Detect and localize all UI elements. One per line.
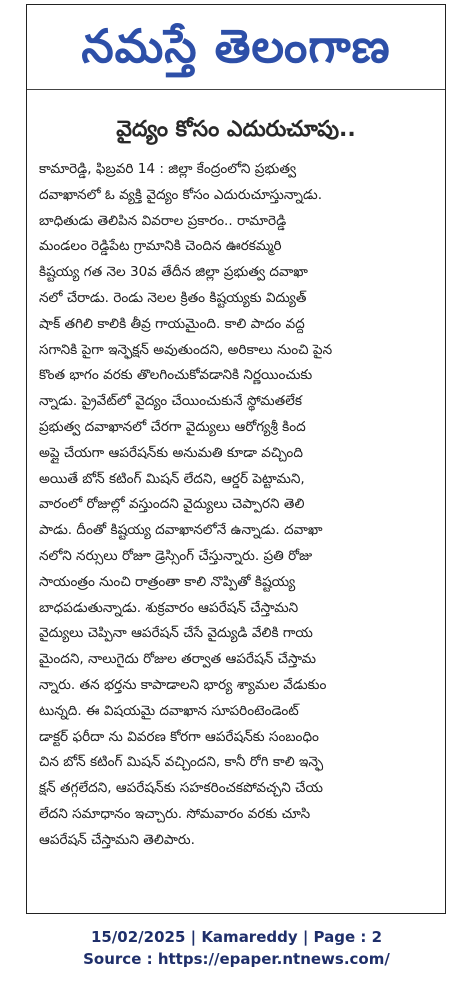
article-line: న్నాడు. ప్రైవేట్‌లో వైద్యం చేయించుకునే స్థోమతలేక: [39, 393, 302, 410]
source-credit: Source : https://epaper.ntnews.com/: [83, 950, 390, 968]
article-line: టున్నది. ఈ విషయమై దవాఖాన సూపరింటెండెంట్: [39, 702, 299, 719]
page-dateline: 15/02/2025 | Kamareddy | Page : 2: [90, 928, 383, 946]
article-line: నలోని నర్సులు రోజూ డ్రెస్సింగ్ చేస్తున్నారు. ప్రతి రోజు: [39, 547, 313, 564]
article-line: సాయంత్రం నుంచి రాత్రంతా కాలి నొప్పితో కిష్టయ్య: [39, 573, 296, 590]
article-line: ప్రభుత్వ దవాఖానలో చేరగా వైద్యులు ఆరోగ్యశ్రీ కింద: [39, 418, 306, 435]
article-line: న్నారు. తన భర్తను కాపాడాలని భార్య శ్యామల వేడుకుం: [39, 676, 327, 693]
article-line: మైందని, నాలుగైదు రోజుల తర్వాత ఆపరేషన్ చేస్తామ: [39, 651, 316, 668]
masthead-divider: [27, 89, 445, 90]
article-line: దవాఖానలో ఓ వ్యక్తి వైద్యం కోసం ఎదురుచూస్తున్నాడు.: [39, 186, 323, 203]
article-line: సగానికి పైగా ఇన్ఫెక్షన్ అవుతుందని, అరికాలు నుంచి పైన: [39, 341, 333, 358]
news-clipping: [26, 4, 446, 914]
article-line: క్షన్ తగ్గలేదని, ఆపరేషన్‌కు సహకరించకపోవచ్చని చేయ: [39, 780, 323, 797]
article-line: పాడు. దీంతో కిష్టయ్య దవాఖానలోనే ఉన్నాడు. దవాఖా: [39, 522, 323, 539]
article-line: అప్లై చేయగా ఆపరేషన్‌కు అనుమతి కూడా వచ్చింది: [39, 444, 303, 461]
article-line: డాక్టర్ ఫరీదా ను వివరణ కోరగా ఆపరేషన్‌కు సంబంధిం: [39, 728, 319, 745]
article-line: బాధితుడు తెలిపిన వివరాల ప్రకారం.. రామారెడ్డి: [39, 212, 287, 229]
article-headline: వైద్యం కోసం ఎదురుచూపు..: [116, 117, 356, 142]
article-line: బాధపడుతున్నాడు. శుక్రవారం ఆపరేషన్ చేస్తామని: [39, 599, 299, 616]
article-line: వారంలో రోజుల్లో వస్తుందని వైద్యులు చెప్పారని తెలి: [39, 496, 305, 513]
article-line: కిష్టయ్య గత నెల 30వ తేదీన జిల్లా ప్రభుత్వ దవాఖా: [39, 264, 308, 281]
article-line: చిన బోన్ కటింగ్ మిషన్ వచ్చిందని, కానీ రోగి కాలి ఇన్ఫె: [39, 754, 324, 771]
article-line: వైద్యులు చెప్పినా ఆపరేషన్ చేసే వైద్యుడి వేలికి గాయ: [39, 625, 313, 642]
article-line: కొంత భాగం వరకు తొలగించుకోవడానికి నిర్ణయించుకు: [39, 367, 313, 384]
newspaper-masthead: నమస్తే తెలంగాణ: [81, 19, 391, 73]
article-line: మండలం రెడ్డిపేట గ్రామానికి చెందిన ఊరకమ్మరి: [39, 238, 282, 255]
article-line: షాక్ తగిలి కాలికి తీవ్ర గాయమైంది. కాలి పాదం వద్ద: [39, 315, 305, 332]
article-line: కామారెడ్డి, ఫిబ్రవరి 14 : జిల్లా కేంద్రంలోని ప్రభుత్వ: [39, 161, 297, 177]
article-line: ఆపరేషన్ చేస్తామని తెలిపారు.: [39, 831, 195, 848]
article-body: [39, 157, 433, 854]
article-line: నలో చేరాడు. రెండు నెలల క్రితం కిష్టయ్యకు విద్యుత్: [39, 289, 307, 306]
article-line: లేదని సమాధానం ఇచ్చారు. సోమవారం వరకు చూసి: [39, 805, 311, 822]
article-line: అయితే బోన్ కటింగ్ మిషన్ లేదని, ఆర్డర్ పెట్టామని,: [39, 470, 305, 487]
